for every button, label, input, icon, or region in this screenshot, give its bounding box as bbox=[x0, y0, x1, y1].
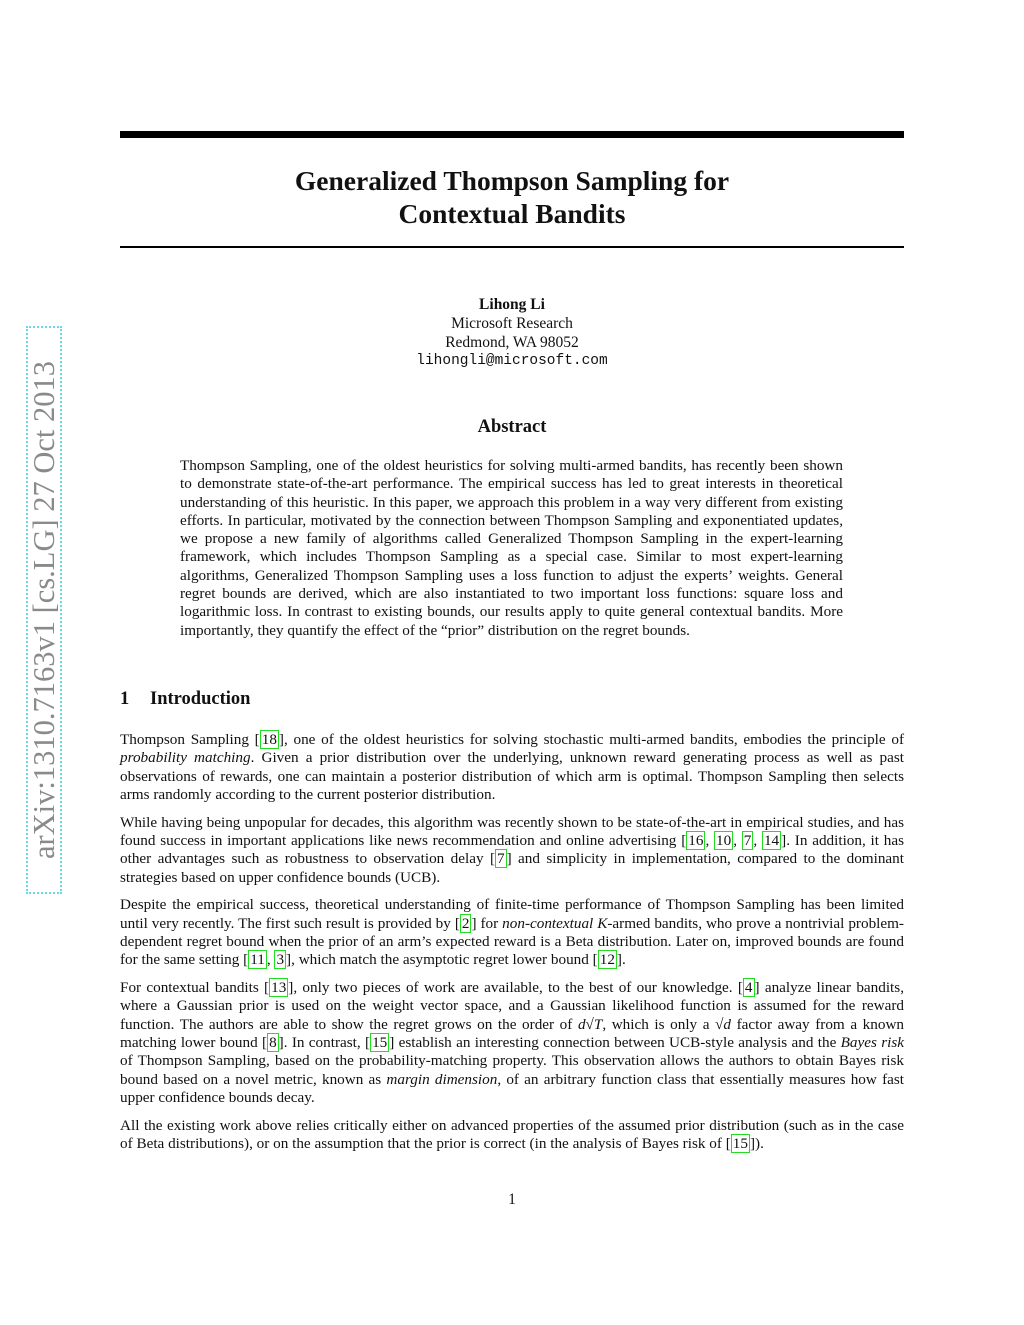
text-run: for bbox=[476, 914, 503, 932]
text-run: . In addition, it has other advantages such as robustness to observation delay bbox=[120, 831, 905, 868]
author-name: Lihong Li bbox=[479, 296, 545, 313]
text-run: , one of the oldest heuristics for solving stochastic multi-armed bandits, embodies the principle of bbox=[283, 731, 904, 748]
paragraph-5: All the existing work above relies critically either on advanced properties of the assumed prior distribution (such as in the case of Beta distributions), or on the assumption that the prior is correct (in the analysis of Bayes risk of [ 15 ]). bbox=[120, 1116, 904, 1152]
citation-15[interactable]: 15 bbox=[372, 1033, 388, 1051]
paragraph-4: For contextual bandits [ 13 ], only two pieces of work are available, to the best of our knowledge. [ 4 ] analyze linear bandits, where a Gaussian prior is used on the weight vector space, and a Gaussian likelihood function is assumed for the reward function. The authors are able to show the regret grows on the order of d√T, which is only a √d factor away from a known matching lower bound [ 8 ]. In contrast, [ 15 ] establish an interesting connection between UCB-style analysis and the Bayes risk of Thompson Sampling, based on the probability-matching property. This observation allows the authors to obtain Bayes risk bound based on a novel metric, known as margin dimension, of an arbitrary function class that essentially measures how fast upper confidence bounds decay. bbox=[120, 979, 904, 1106]
author-email: lihongli@microsoft.com bbox=[416, 353, 608, 369]
citation-2[interactable]: 2 bbox=[461, 914, 470, 932]
emphasis: probability matching bbox=[120, 749, 251, 767]
section-body bbox=[120, 731, 904, 1163]
text-run: . In contrast, bbox=[283, 1033, 365, 1051]
text-run: and simplicity in implementation, compared to the dominant strategies based on upper confidence bounds (UCB). bbox=[120, 850, 904, 886]
paragraph-2: While having being unpopular for decades, this algorithm was recently shown to be state-of-the-art in empirical studies, and has found success in important applications like news recommendation and online advertising [ 16 , 10 , 7 , 14 ]. In addition, it has other advantages such as robustness to observation delay [ 7 ] and simplicity in implementation, compared to the dominant strategies based on upper confidence bounds (UCB). bbox=[120, 813, 905, 886]
citation-11[interactable]: 11 bbox=[250, 951, 265, 969]
citation-12[interactable]: 12 bbox=[599, 951, 615, 969]
author-block bbox=[120, 295, 904, 371]
citation-18[interactable]: 18 bbox=[261, 731, 277, 748]
title-rule-bottom bbox=[120, 246, 904, 248]
arxiv-identifier: arXiv:1310.7163v1 [cs.LG] 27 Oct 2013 bbox=[26, 326, 62, 894]
text-run: -armed bandits, who prove a nontrivial problem-dependent regret bound when the prior of an arm’s expected reward is a Beta distribution. Later on, improved bounds are found for the same setting bbox=[120, 914, 904, 969]
citation-7b[interactable]: 7 bbox=[497, 850, 505, 868]
text-run: , which match the asymptotic regret lower bound bbox=[291, 951, 593, 969]
section-heading bbox=[120, 689, 250, 710]
author-location: Redmond, WA 98052 bbox=[445, 334, 579, 351]
text-run: All the existing work above relies critically either on advanced properties of the assumed prior distribution (such as in the case of Beta distributions), or on the assumption that the prior is correct (in the analysis of Bayes risk of bbox=[120, 1116, 904, 1152]
math-d-sqrt-t: d√T bbox=[577, 1015, 603, 1033]
paragraph-1 bbox=[120, 731, 904, 804]
paper-title bbox=[120, 164, 904, 230]
emphasis: non-contextual bbox=[502, 914, 594, 932]
title-line-2: Contextual Bandits bbox=[398, 198, 626, 229]
text-run: While having being unpopular for decades, this algorithm was recently shown to be state-of-the-art in empirical studies, and has found success in important applications like news recommendation and online advertising bbox=[120, 813, 904, 849]
page-number: 1 bbox=[508, 1191, 516, 1208]
citation-16[interactable]: 16 bbox=[688, 831, 704, 849]
text-run: , only two pieces of work are available, to the best of our knowledge. bbox=[293, 979, 738, 997]
text-run: , of an arbitrary function class that essentially measures how fast upper confidence bounds decay. bbox=[120, 1070, 904, 1106]
text-run: of Thompson Sampling, based on the probability-matching property. This observation allows the authors to obtain Bayes risk bound based on a novel metric, known as bbox=[120, 1052, 904, 1088]
text-run: ). bbox=[755, 1134, 764, 1152]
text-run: , which is only a bbox=[602, 1015, 716, 1033]
abstract-heading: Abstract bbox=[477, 417, 547, 437]
citation-13[interactable]: 13 bbox=[271, 979, 287, 997]
text-run: . Given a prior distribution over the underlying, unknown reward generating process as well as past observations of rewards, one can maintain a posterior distribution of which arm is optimal. Thompson Sampling then selects arms randomly according to the current posterior distribution. bbox=[120, 749, 904, 803]
citation-10[interactable]: 10 bbox=[716, 831, 732, 849]
citation-15b[interactable]: 15 bbox=[732, 1134, 748, 1152]
citation-7[interactable]: 7 bbox=[743, 831, 752, 849]
citation-14[interactable]: 14 bbox=[763, 831, 780, 849]
text-run: analyze linear bandits, where a Gaussian prior is used on the weight vector space, and a Gaussian likelihood function is assumed for the reward function. The authors are able to show the regret grows on the order of bbox=[120, 979, 904, 1033]
emphasis: margin dimension bbox=[386, 1070, 498, 1088]
math-sqrt-d: √d bbox=[715, 1015, 731, 1033]
text-run: Thompson Sampling bbox=[120, 731, 255, 748]
text-run: For contextual bandits bbox=[120, 979, 265, 997]
citation-4[interactable]: 4 bbox=[744, 979, 753, 997]
title-rule-top bbox=[120, 131, 904, 138]
text-run: Despite the empirical success, theoretical understanding of finite-time performance of Thompson Sampling has been limited until very recently. The first such result is provided by bbox=[120, 896, 904, 932]
section-title: Introduction bbox=[150, 689, 251, 709]
paragraph-3: Despite the empirical success, theoretical understanding of finite-time performance of Thompson Sampling has been limited until very recently. The first such result is provided by [ 2 ] for non-contextual K-armed bandits, who prove a nontrivial problem-dependent regret bound when the prior of an arm’s expected reward is a Beta distribution. Later on, improved bounds are found for the same setting [ 11 , 3 ], which match the asymptotic regret lower bound [ 12 ]. bbox=[120, 896, 904, 969]
text-run: factor away from a known matching lower bound bbox=[120, 1015, 904, 1051]
emphasis: Bayes risk bbox=[840, 1033, 904, 1051]
arxiv-stamp bbox=[26, 326, 62, 894]
citation-3[interactable]: 3 bbox=[276, 951, 285, 969]
citation-link[interactable]: [ 18 ] bbox=[254, 731, 284, 748]
citation-8[interactable]: 8 bbox=[269, 1033, 277, 1051]
math-k: K bbox=[597, 914, 608, 932]
author-affiliation: Microsoft Research bbox=[451, 315, 573, 332]
section-number: 1 bbox=[120, 689, 130, 709]
text-run: establish an interesting connection between UCB-style analysis and the bbox=[394, 1033, 841, 1051]
abstract-text: Thompson Sampling, one of the oldest heuristics for solving multi-armed bandits, has recently been shown to demonstrate state-of-the-art performance. The empirical success has led to great interests in theoretical understanding of this heuristic. In this paper, we approach this problem in a way very different from existing efforts. In particular, motivated by the connection between Thompson Sampling and exponentiated updates, we propose a new family of algorithms called Generalized Thompson Sampling in the expert-learning framework, which includes Thompson Sampling as a special case. Similar to most expert-learning algorithms, Generalized Thompson Sampling uses a loss function to adjust the experts’ weights. General regret bounds are derived, which are also instantiated to two important loss functions: square loss and logarithmic loss. In contrast to existing bounds, our results apply to quite general contextual bandits. More importantly, they quantify the effect of the “prior” distribution on the regret bounds. bbox=[180, 457, 843, 639]
text-run: . bbox=[621, 951, 626, 969]
title-line-1: Generalized Thompson Sampling for bbox=[294, 165, 730, 196]
